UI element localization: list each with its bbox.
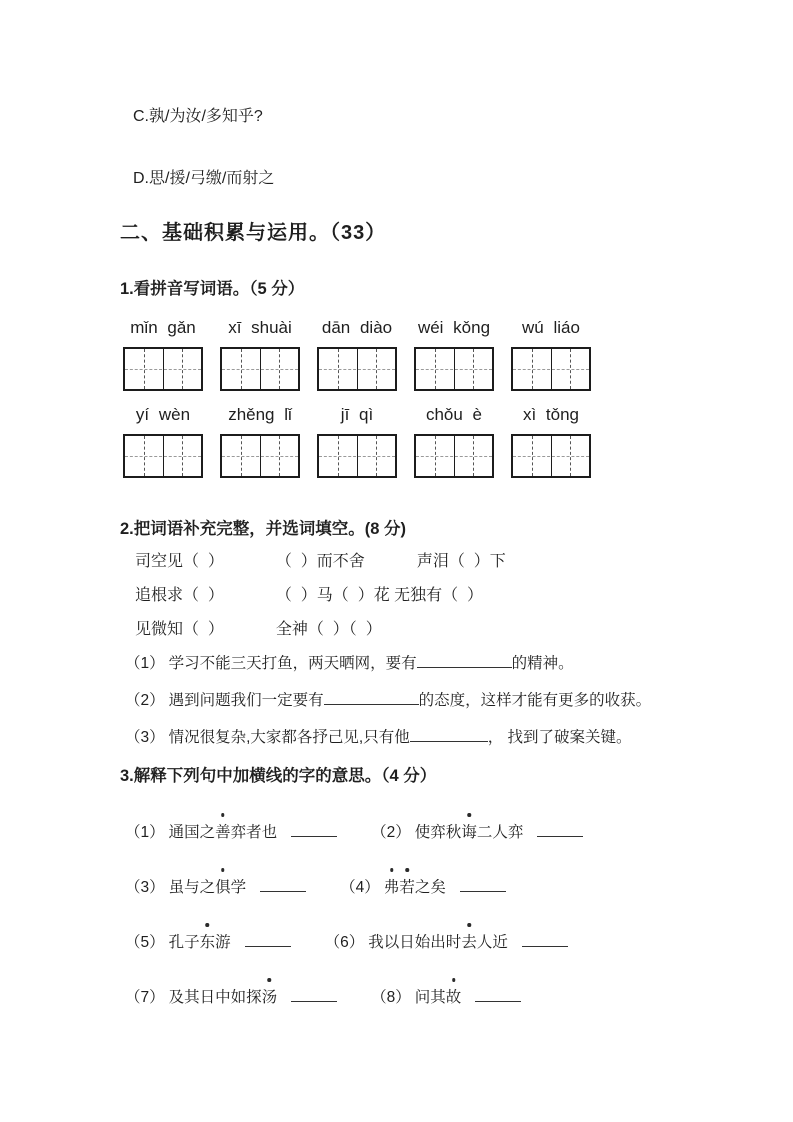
emphasized-char: 东 xyxy=(199,934,216,951)
phrase-text: 人近 xyxy=(476,934,508,951)
option-c-line: C.孰/为汝/多知乎? xyxy=(133,108,263,125)
writing-cell xyxy=(260,436,299,476)
writing-cell xyxy=(125,349,163,389)
fill-in-sentence xyxy=(125,691,738,710)
writing-box[interactable] xyxy=(511,434,591,478)
answer-blank[interactable] xyxy=(417,654,512,668)
writing-cell xyxy=(416,436,454,476)
writing-box[interactable] xyxy=(317,434,397,478)
item-number: （5） xyxy=(125,934,165,951)
pinyin-word: wéi kǒng xyxy=(417,318,491,337)
phrase-text: 孔子 xyxy=(168,934,200,951)
idiom-line xyxy=(135,552,738,572)
explain-row xyxy=(125,862,738,897)
item-number: （8） xyxy=(371,989,411,1006)
phrase-text: 虽与之 xyxy=(168,879,216,896)
word-explanation-area xyxy=(120,807,738,1007)
phrase-text: 使弈秋 xyxy=(414,824,462,841)
emphasized-char: 诲 xyxy=(461,824,477,841)
writing-cell xyxy=(454,436,493,476)
emphasized-char: 若 xyxy=(399,879,415,896)
pinyin-row xyxy=(123,316,738,339)
sentence-text: 学习不能三天打鱼，两天晒网，要有 xyxy=(168,655,417,672)
writing-cell xyxy=(551,349,590,389)
writing-cell xyxy=(551,436,590,476)
writing-cell xyxy=(357,349,396,389)
writing-box[interactable] xyxy=(220,434,300,478)
explain-item xyxy=(340,878,522,897)
item-number: （2） xyxy=(371,824,411,841)
writing-box-row xyxy=(123,434,738,478)
writing-cell xyxy=(319,436,357,476)
writing-box[interactable] xyxy=(414,434,494,478)
writing-cell xyxy=(222,349,260,389)
writing-box[interactable] xyxy=(511,347,591,391)
phrase-text: 及其日中如探 xyxy=(168,989,262,1006)
emphasized-char: 去 xyxy=(461,934,477,951)
phrase-text: 弈者也 xyxy=(230,824,278,841)
pinyin-word: zhěng lǐ xyxy=(228,405,292,424)
writing-cell xyxy=(416,349,454,389)
answer-blank[interactable] xyxy=(324,691,419,705)
answer-blank[interactable] xyxy=(291,823,337,837)
writing-cell xyxy=(163,349,202,389)
idiom-phrase: 司空见（ ） xyxy=(135,553,224,570)
explain-row xyxy=(125,807,738,842)
sentence-text: 情况很复杂,大家都各抒己见,只有他 xyxy=(168,729,410,746)
pinyin-word: dān diào xyxy=(321,318,393,337)
writing-cell xyxy=(357,436,396,476)
pinyin-word: xì tǒng xyxy=(522,405,580,424)
q1-title: 1.看拼音写词语。（5 分） xyxy=(120,280,305,298)
writing-box[interactable] xyxy=(123,434,203,478)
writing-box[interactable] xyxy=(317,347,397,391)
answer-blank[interactable] xyxy=(537,823,583,837)
writing-box[interactable] xyxy=(414,347,494,391)
phrase-text: 通国之 xyxy=(168,824,216,841)
item-number: （2） xyxy=(125,692,165,709)
fill-in-sentence xyxy=(125,654,738,673)
item-number: （4） xyxy=(340,879,380,896)
sentence-text: 的态度，这样才能有更多的收获。 xyxy=(418,692,652,709)
pinyin-word: jī qì xyxy=(340,405,374,424)
section-2-heading: 二、基础积累与运用。（33） xyxy=(120,222,387,244)
explain-item xyxy=(125,933,307,952)
idiom-phrase: 全神（ ）（ ） xyxy=(275,621,382,638)
writing-box[interactable] xyxy=(123,347,203,391)
explain-row xyxy=(125,972,738,1007)
option-d-line: D.思/援/弓缴/而射之 xyxy=(133,170,275,187)
idiom-completion-area xyxy=(120,552,738,640)
writing-cell xyxy=(513,349,551,389)
item-number: （7） xyxy=(125,989,165,1006)
item-number: （1） xyxy=(125,655,165,672)
pinyin-word: chǒu è xyxy=(425,405,483,424)
sentence-text: ， 找到了破案关键。 xyxy=(487,729,632,746)
idiom-phrase: 声泪（ ）下 xyxy=(416,553,506,570)
pinyin-writing-area xyxy=(120,316,738,478)
explain-row xyxy=(125,917,738,952)
writing-cell xyxy=(454,349,493,389)
item-number: （3） xyxy=(125,729,165,746)
explain-item xyxy=(125,823,353,842)
fill-in-sentence-area xyxy=(120,654,738,747)
explain-item xyxy=(125,878,322,897)
writing-cell xyxy=(319,349,357,389)
pinyin-row xyxy=(123,403,738,426)
emphasized-char: 俱 xyxy=(215,879,231,896)
q2-title: 2.把词语补充完整，并选词填空。(8 分) xyxy=(120,520,407,538)
idiom-phrase: （ ）马（ ）花 无独有（ ） xyxy=(275,587,484,604)
item-number: （6） xyxy=(324,934,365,951)
answer-blank[interactable] xyxy=(522,933,568,947)
writing-cell xyxy=(260,349,299,389)
idiom-phrase: 追根求（ ） xyxy=(135,587,224,604)
answer-blank[interactable] xyxy=(475,988,521,1002)
pinyin-word: xī shuài xyxy=(228,318,292,337)
phrase-text: 游 xyxy=(215,934,231,951)
phrase-text: 二人弈 xyxy=(476,824,524,841)
idiom-line xyxy=(135,586,738,606)
answer-blank[interactable] xyxy=(260,878,306,892)
writing-box-row xyxy=(123,347,738,391)
explain-item xyxy=(371,823,599,842)
emphasized-char: 弗 xyxy=(383,879,400,896)
pinyin-word: mǐn gǎn xyxy=(130,318,196,337)
pinyin-word: wú liáo xyxy=(522,318,580,337)
phrase-text: 之矣 xyxy=(414,879,446,896)
writing-cell xyxy=(125,436,163,476)
writing-cell xyxy=(513,436,551,476)
phrase-text: 学 xyxy=(230,879,247,896)
answer-blank[interactable] xyxy=(460,878,506,892)
explain-item xyxy=(325,933,584,952)
explain-item xyxy=(371,988,537,1007)
fill-in-sentence xyxy=(125,728,738,747)
writing-cell xyxy=(163,436,202,476)
answer-blank[interactable] xyxy=(410,728,488,742)
answer-blank[interactable] xyxy=(291,988,337,1002)
emphasized-char: 善 xyxy=(215,824,231,841)
q3-title: 3.解释下列句中加横线的字的意思。（4 分） xyxy=(120,767,437,785)
item-number: （1） xyxy=(125,824,165,841)
phrase-text: 问其 xyxy=(414,989,446,1006)
idiom-phrase: （ ）而不舍 xyxy=(275,553,365,570)
emphasized-char: 汤 xyxy=(261,989,278,1006)
sentence-text: 的精神。 xyxy=(511,655,574,672)
writing-box[interactable] xyxy=(220,347,300,391)
writing-cell xyxy=(222,436,260,476)
idiom-line xyxy=(135,620,738,640)
phrase-text: 我以日始出时 xyxy=(368,934,462,951)
sentence-text: 遇到问题我们一定要有 xyxy=(168,692,324,709)
answer-blank[interactable] xyxy=(245,933,291,947)
idiom-phrase: 见微知（ ） xyxy=(135,621,224,638)
item-number: （3） xyxy=(125,879,165,896)
explain-item xyxy=(125,988,353,1007)
pinyin-word: yí wèn xyxy=(135,405,191,424)
emphasized-char: 故 xyxy=(445,989,462,1006)
